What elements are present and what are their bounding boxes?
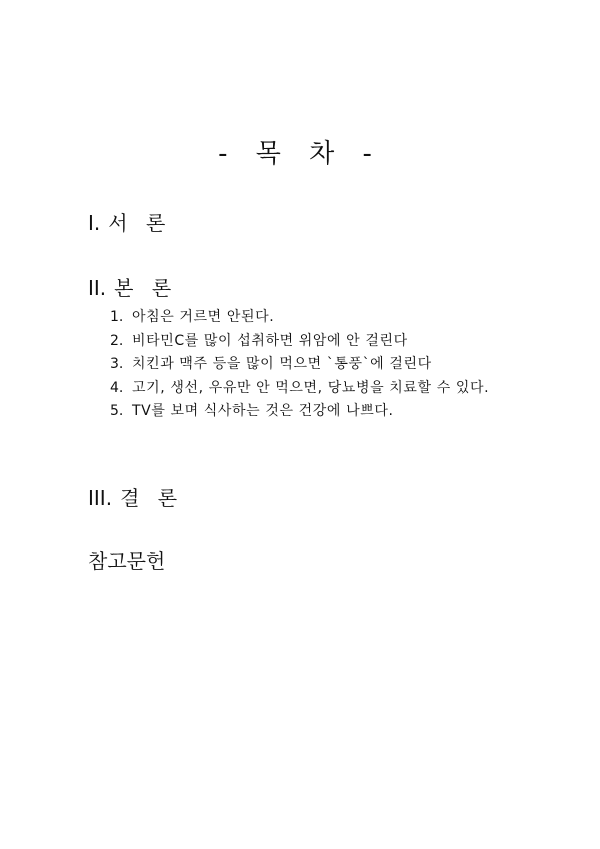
section-conclusion: [88, 485, 183, 511]
section-title: 본 론: [114, 276, 178, 300]
body-subsection-list: [110, 306, 530, 424]
section-number: III.: [88, 486, 113, 510]
section-title: 결 론: [120, 486, 184, 510]
list-item-number: 4.: [110, 379, 124, 396]
list-item: [110, 353, 530, 377]
section-references: 참고문헌: [88, 549, 166, 573]
list-item: [110, 377, 530, 401]
section-number: II.: [88, 276, 107, 300]
section-number: I.: [88, 211, 101, 235]
list-item: [110, 400, 530, 424]
section-title: 서 론: [108, 211, 172, 235]
list-item-number: 5.: [110, 403, 124, 419]
list-item: [110, 330, 530, 354]
list-item-text: 아침은 거르면 안된다.: [132, 309, 275, 325]
list-item-text: 치킨과 맥주 등을 많이 먹으면 `통풍`에 걸린다: [132, 356, 432, 372]
list-item-text: 고기, 생선, 우유만 안 먹으면, 당뇨병을 치료할 수 있다.: [132, 379, 490, 396]
list-item: [110, 306, 530, 330]
section-introduction: [88, 210, 171, 236]
list-item-number: 2.: [110, 332, 124, 349]
section-body: [88, 275, 177, 301]
list-item-number: 3.: [110, 356, 124, 372]
list-item-text: TV를 보며 식사하는 것은 건강에 나쁘다.: [132, 403, 394, 419]
list-item-text: 비타민C를 많이 섭취하면 위암에 안 걸린다: [132, 332, 408, 349]
toc-title: - 목 차 -: [218, 139, 382, 169]
list-item-number: 1.: [110, 309, 124, 325]
